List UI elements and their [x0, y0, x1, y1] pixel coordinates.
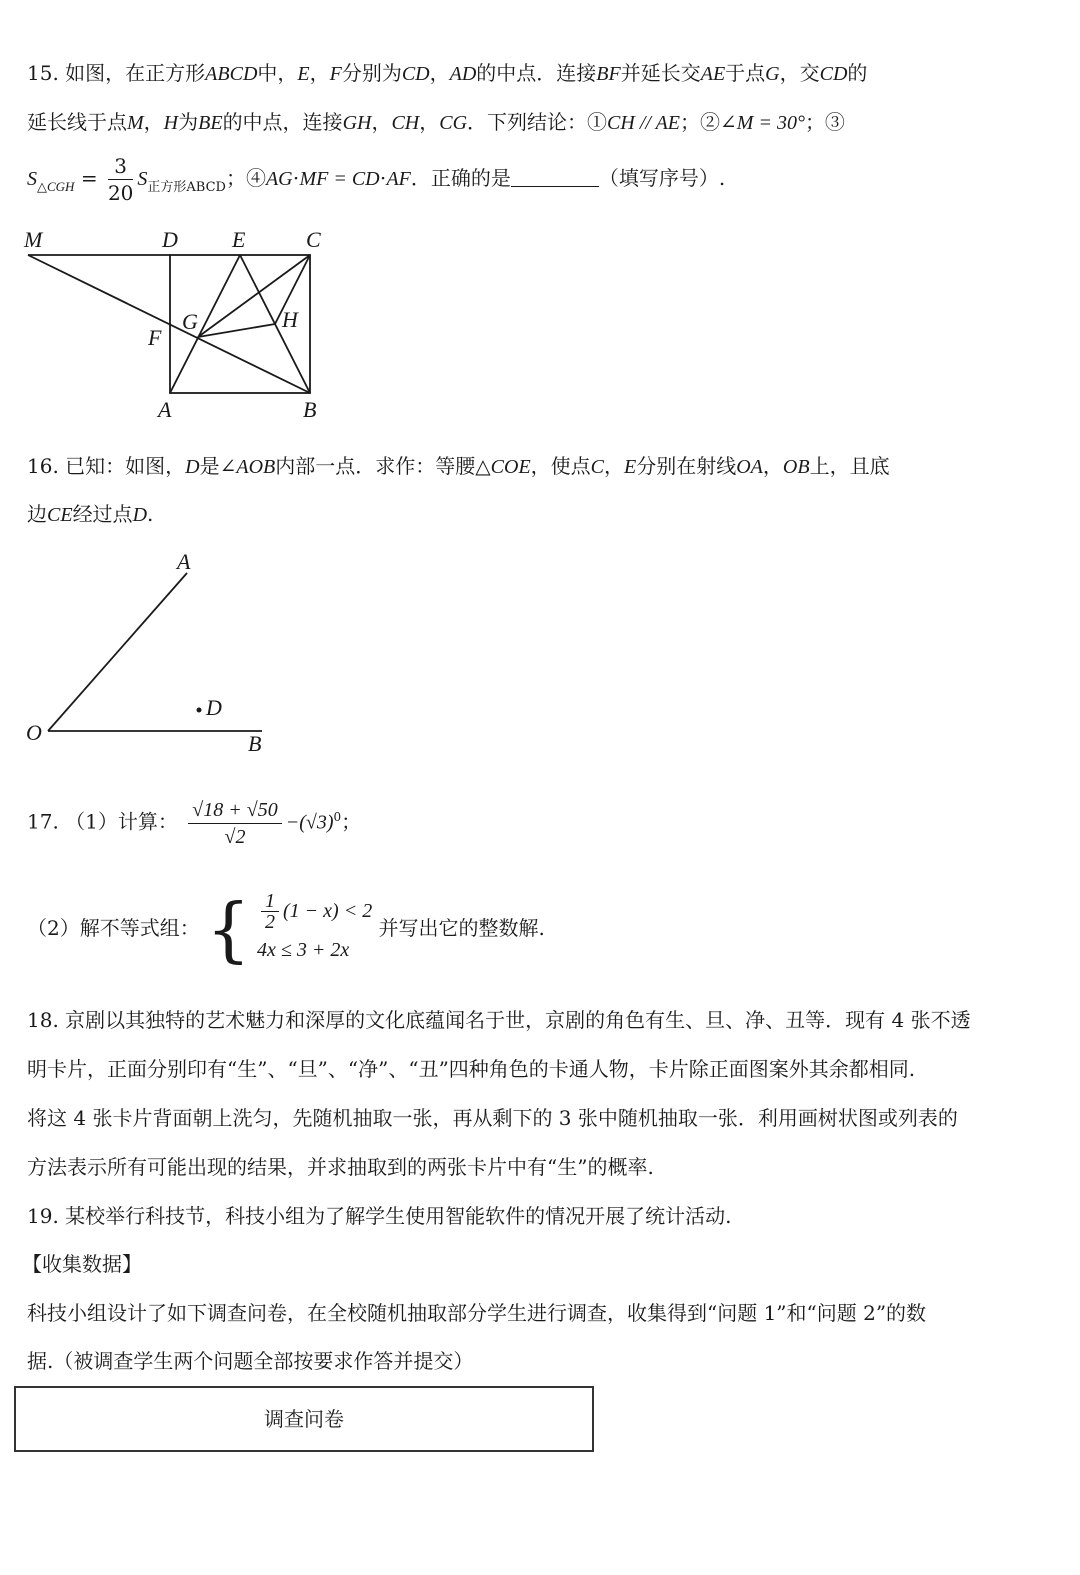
q15-line2: 延长线于点M，H为BE的中点，连接GH，CH，CG．下列结论：①CH // AE；②∠M = 30°；③ [27, 110, 845, 134]
label-D: D [162, 227, 178, 252]
survey-box [14, 1386, 594, 1452]
label-F: F [148, 325, 162, 350]
half-fraction: $\frac{1}{2}$ [261, 891, 279, 932]
q18-line2: 明卡片，正面分别印有“生”、“旦”、“净”、“丑”四种角色的卡通人物，卡片除正面图案外其余都相同. [27, 1057, 916, 1081]
survey-box-title: 调查问卷 [264, 1407, 344, 1431]
q16-line1: 16. 已知：如图，D是∠AOB内部一点．求作：等腰△COE，使点C，E分别在射线OA，OB上，且底 [27, 454, 890, 478]
q18-line3: 将这 4 张卡片背面朝上洗匀，先随机抽取一张，再从剩下的 3 张中随机抽取一张．利用画树状图或列表的 [27, 1106, 958, 1130]
label-B: B [248, 731, 262, 756]
label-C: C [306, 227, 321, 252]
q19-line2: 科技小组设计了如下调查问卷，在全校随机抽取部分学生进行调查，收集得到“问题 1”和“问题 2”的数 [27, 1301, 927, 1325]
label-B: B [303, 397, 317, 422]
q15-line3: $S_{\triangle CGH}$ = $\frac{3}{20}$ $S_{正方形ABCD}$；④AG⋅MF = CD⋅AF．正确的是 （填写序号）. [27, 154, 726, 205]
q19-line1: 19. 某校举行科技节，科技小组为了解学生使用智能软件的情况开展了统计活动. [27, 1204, 732, 1228]
point-D [197, 708, 202, 713]
figure-16-angle [20, 545, 280, 760]
fraction-3-20: $\frac{3}{20}$ [107, 154, 134, 205]
q16-line2: 边CE经过点D. [27, 502, 154, 526]
label-M: M [24, 227, 43, 252]
q19-heading: 【收集数据】 [22, 1252, 142, 1276]
label-G: G [182, 309, 198, 334]
q15-line1: 15. 如图，在正方形ABCD中，E，F分别为CD，AD的中点．连接BF并延长交AE于点G，交CD的 [27, 61, 868, 85]
q17-part2: （2）解不等式组： { $\frac{1}{2}$ (1 − x) < 2 4x ≤ 3 + 2x 并写出它的整数解. [27, 888, 545, 971]
q17-part1: 17. （1）计算： $\frac{√18 + √50}{√2}$ $-(√3)^0$； [27, 798, 362, 848]
q18-line1: 18. 京剧以其独特的艺术魅力和深厚的文化底蕴闻名于世，京剧的角色有生、旦、净、丑等．现有 4 张不透 [27, 1008, 971, 1032]
q18-line4: 方法表示所有可能出现的结果，并求抽取到的两张卡片中有“生”的概率. [27, 1155, 654, 1179]
label-O: O [26, 720, 42, 745]
answer-blank [511, 166, 599, 187]
q19-line3: 据.（被调查学生两个问题全部按要求作答并提交） [27, 1349, 474, 1373]
label-D: D [206, 695, 222, 720]
figure-15-square [20, 225, 340, 425]
label-H: H [282, 307, 298, 332]
label-A: A [158, 397, 172, 422]
system-brace: { [206, 888, 251, 971]
q17-fraction: $\frac{√18 + √50}{√2}$ [188, 797, 281, 850]
inequality-system: $\frac{1}{2}$ (1 − x) < 2 4x ≤ 3 + 2x [257, 890, 373, 962]
label-A: A [177, 549, 191, 574]
label-E: E [232, 227, 246, 252]
